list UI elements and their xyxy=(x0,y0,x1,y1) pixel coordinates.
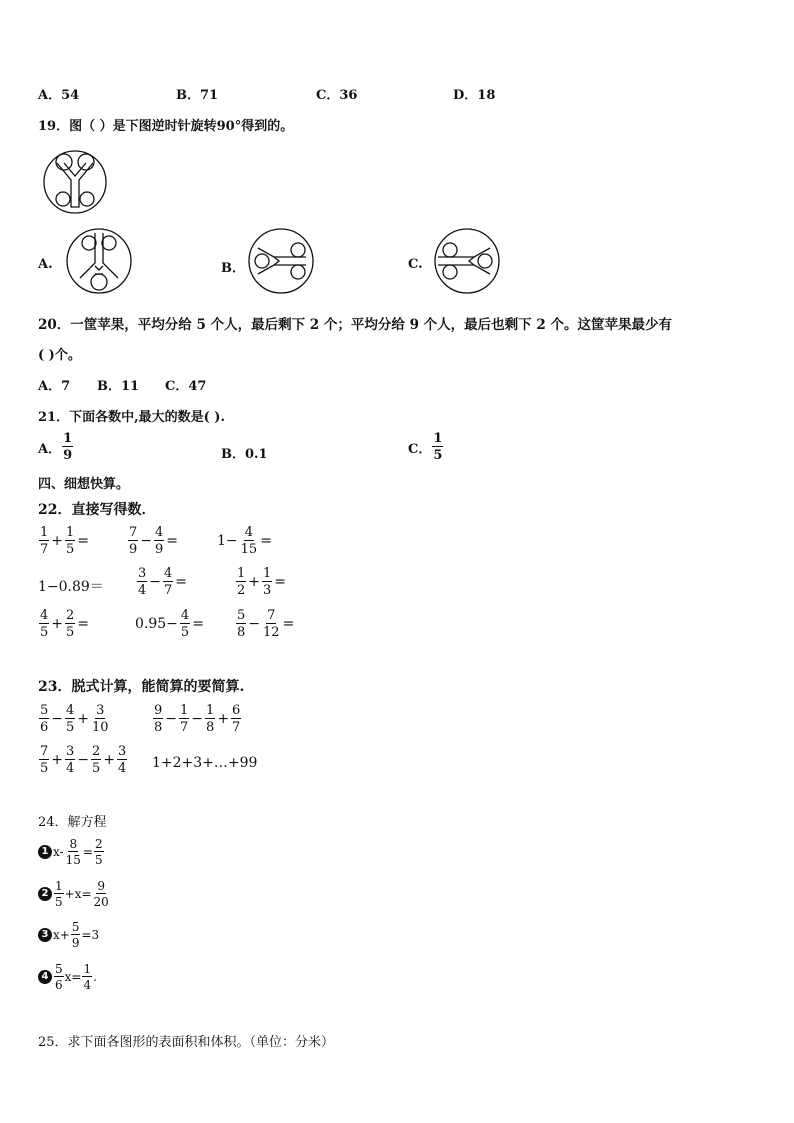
denominator: 5 xyxy=(40,625,49,640)
q20-option-c: C．47 xyxy=(165,379,207,394)
denominator: 20 xyxy=(93,895,109,909)
denominator: 4 xyxy=(66,761,75,776)
numerator: 8 xyxy=(69,837,78,851)
equation-term: x= xyxy=(64,970,82,984)
q24-equation-2 xyxy=(38,880,111,908)
denominator: 7 xyxy=(40,542,49,557)
equation-number-badge: 3 xyxy=(38,928,52,942)
q18-option-b: B．71 xyxy=(176,88,219,103)
numerator: 9 xyxy=(97,879,105,893)
q20-option-b: B．11 xyxy=(97,379,140,394)
denominator: 4 xyxy=(138,583,147,598)
q22-expression-6 xyxy=(235,567,287,597)
denominator: 8 xyxy=(237,625,246,640)
q19-original-figure xyxy=(41,150,109,214)
q22-expression-5 xyxy=(136,567,188,597)
numerator: 1 xyxy=(83,962,92,976)
q19-question: 19．图（ ）是下图逆时针旋转90°得到的。 xyxy=(38,119,294,134)
numerator: 3 xyxy=(118,744,127,759)
numerator: 1 xyxy=(66,525,75,540)
equals: = xyxy=(166,533,179,549)
equals: = xyxy=(77,616,90,632)
equation-term: +x= xyxy=(64,887,92,901)
numerator: 2 xyxy=(94,837,103,851)
denominator: 5 xyxy=(92,761,101,776)
numerator: 1 xyxy=(40,525,49,540)
equals: = xyxy=(282,616,295,632)
denominator: 15 xyxy=(240,542,258,557)
denominator: 12 xyxy=(263,625,280,640)
denominator: 2 xyxy=(237,583,246,598)
numerator: 7 xyxy=(129,525,138,540)
denominator: 7 xyxy=(164,583,173,598)
equals: = xyxy=(192,616,204,632)
q20-question-line1: 20．一筐苹果，平均分给 5 个人，最后剩下 2 个；平均分给 9 个人，最后也剩下 2 个。这筐苹果最少有 xyxy=(38,317,672,333)
operator: + xyxy=(103,752,116,768)
q19-option-c-figure[interactable] xyxy=(432,228,502,294)
q18-option-a: A．54 xyxy=(38,88,80,103)
operator: + xyxy=(217,711,230,727)
q18-option-c: C．36 xyxy=(316,88,358,103)
denominator: 15 xyxy=(65,853,81,867)
q20-option-a: A．7 xyxy=(38,379,71,394)
operator: − xyxy=(77,752,90,768)
denominator: 5 xyxy=(40,761,49,776)
q22-expression-2 xyxy=(127,526,179,556)
denominator: 5 xyxy=(180,625,190,640)
numerator: 4 xyxy=(40,608,49,623)
numerator: 7 xyxy=(40,744,49,759)
q21-option-a-label: A． xyxy=(38,441,62,457)
denominator: 5 xyxy=(66,720,75,735)
numerator: 5 xyxy=(40,703,49,718)
q21-option-b: B．0.1 xyxy=(221,447,268,462)
numerator: 4 xyxy=(66,703,75,718)
denominator: 5 xyxy=(55,895,63,909)
numerator: 1 xyxy=(206,703,215,718)
denominator: 6 xyxy=(40,720,49,735)
denominator: 7 xyxy=(180,720,189,735)
numerator: 4 xyxy=(155,525,164,540)
equals: = xyxy=(77,533,90,549)
q24-title: 24．解方程 xyxy=(38,815,107,830)
q19-option-a-label: A. xyxy=(38,257,53,272)
q21-a-numerator: 1 xyxy=(63,431,73,446)
equals: = xyxy=(175,574,188,590)
operator: − xyxy=(191,711,204,727)
operator: − xyxy=(248,616,261,632)
numerator: 6 xyxy=(232,703,241,718)
denominator: 10 xyxy=(92,720,109,735)
equation-term: =3 xyxy=(81,928,100,942)
operator: + xyxy=(51,752,64,768)
operator: + xyxy=(77,711,90,727)
q22-expression-4: 1−0.89＝ xyxy=(38,579,104,595)
numerator: 5 xyxy=(55,962,63,976)
q19-option-a-figure[interactable] xyxy=(64,228,134,294)
operator: + xyxy=(51,533,64,549)
denominator: 9 xyxy=(129,542,138,557)
operator: − xyxy=(165,711,178,727)
q21-option-a xyxy=(38,432,74,462)
q20-question-line2: ( )个。 xyxy=(38,348,81,363)
equals: = xyxy=(260,533,272,549)
q21-option-c xyxy=(408,432,444,462)
denominator: 9 xyxy=(71,936,80,950)
q22-expression-9 xyxy=(235,609,295,639)
q21-option-c-label: C． xyxy=(408,441,432,457)
denominator: 4 xyxy=(118,761,127,776)
q22-title: 22．直接写得数． xyxy=(38,502,156,518)
q21-question: 21．下面各数中,最大的数是( ). xyxy=(38,410,225,425)
q19-option-b-label: B． xyxy=(221,261,245,276)
q23-expression-3 xyxy=(38,745,128,775)
equation-number-badge: 2 xyxy=(38,887,52,901)
equals: = xyxy=(274,574,287,590)
q22-expression-7 xyxy=(38,609,90,639)
numerator: 1 xyxy=(263,566,272,581)
q25-question: 25．求下面各图形的表面积和体积。（单位：分米） xyxy=(38,1035,335,1050)
equation-term: x+ xyxy=(53,928,70,942)
denominator: 5 xyxy=(66,625,75,640)
q24-equation-4 xyxy=(38,963,97,991)
operator: − xyxy=(51,711,64,727)
q21-a-denominator: 9 xyxy=(63,448,73,463)
numerator: 7 xyxy=(267,608,276,623)
numerator: 4 xyxy=(164,566,173,581)
denominator: 4 xyxy=(83,978,92,992)
numerator: 2 xyxy=(92,744,101,759)
numerator: 1 xyxy=(55,879,63,893)
q18-option-d: D．18 xyxy=(453,88,496,103)
leading-term: 1− xyxy=(217,533,238,549)
numerator: 2 xyxy=(66,608,75,623)
q22-expression-3 xyxy=(216,526,273,556)
denominator: 5 xyxy=(66,542,75,557)
operator: − xyxy=(140,533,153,549)
equation-number-badge: 1 xyxy=(38,845,52,859)
denominator: 8 xyxy=(154,720,163,735)
q21-c-denominator: 5 xyxy=(433,448,443,463)
numerator: 1 xyxy=(180,703,189,718)
denominator: 5 xyxy=(94,853,103,867)
equation-term: = xyxy=(82,845,93,859)
q19-option-c-label: C. xyxy=(408,257,423,272)
q24-equation-1 xyxy=(38,838,105,866)
numerator: 3 xyxy=(96,703,105,718)
numerator: 1 xyxy=(237,566,246,581)
denominator: 3 xyxy=(263,583,272,598)
numerator: 5 xyxy=(237,608,246,623)
equation-term: . xyxy=(93,970,97,984)
numerator: 5 xyxy=(71,920,80,934)
numerator: 4 xyxy=(180,608,190,623)
operator: − xyxy=(149,574,162,590)
numerator: 4 xyxy=(244,525,254,540)
q23-expression-2 xyxy=(152,704,242,734)
section-heading: 四、细想快算。 xyxy=(38,477,130,492)
denominator: 7 xyxy=(232,720,241,735)
equation-term: x- xyxy=(53,845,64,859)
numerator: 9 xyxy=(154,703,163,718)
q23-expression-1 xyxy=(38,704,111,734)
operator: + xyxy=(248,574,261,590)
q23-expression-4: 1+2+3+…+99 xyxy=(152,755,258,771)
operator: + xyxy=(51,616,64,632)
q19-option-b-figure[interactable] xyxy=(246,228,316,294)
numerator: 3 xyxy=(138,566,147,581)
q23-title: 23．脱式计算，能简算的要简算. xyxy=(38,679,245,695)
q22-expression-1 xyxy=(38,526,90,556)
numerator: 3 xyxy=(66,744,75,759)
q24-equation-3 xyxy=(38,921,99,949)
denominator: 8 xyxy=(206,720,215,735)
equation-number-badge: 4 xyxy=(38,970,52,984)
denominator: 9 xyxy=(155,542,164,557)
q21-c-numerator: 1 xyxy=(433,431,443,446)
q22-expression-8 xyxy=(134,609,205,639)
denominator: 6 xyxy=(55,978,63,992)
leading-term: 0.95− xyxy=(135,616,178,632)
